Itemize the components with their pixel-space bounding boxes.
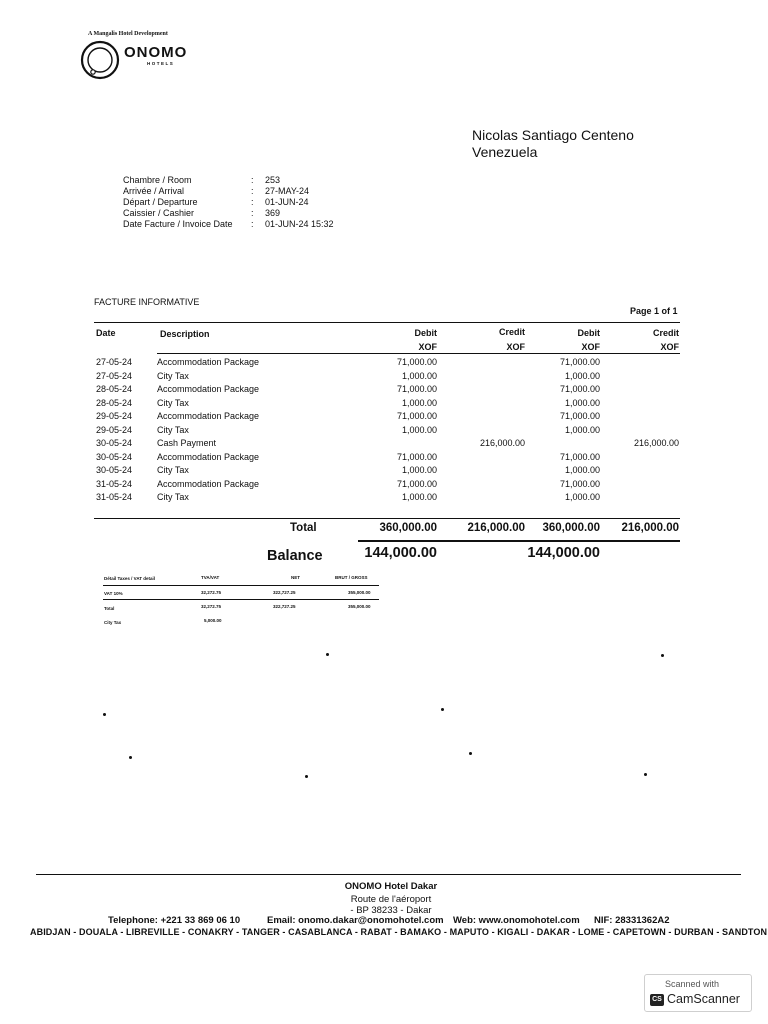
row-date: 28-05-24	[96, 397, 133, 408]
stay-info-value: 01-JUN-24 15:32	[265, 219, 334, 229]
scan-speck	[129, 756, 132, 759]
row-debit: 1,000.00	[401, 492, 437, 502]
row-description: City Tax	[157, 465, 189, 475]
row-debit: 1,000.00	[401, 465, 437, 475]
footer-web: Web: www.onomohotel.com	[453, 915, 580, 926]
table-row	[0, 371, 768, 385]
brand-name: ONOMO	[124, 44, 188, 61]
footer-rule	[36, 874, 741, 875]
stay-info-row: Départ / Departure : 01-JUN-24	[123, 197, 309, 207]
row-debit: 71,000.00	[396, 478, 437, 489]
row-debit: 71,000.00	[396, 411, 437, 421]
total-credit-2: 216,000.00	[621, 522, 679, 534]
row-debit-2: 1,000.00	[564, 424, 600, 435]
row-debit-2: 1,000.00	[564, 465, 600, 475]
table-row	[0, 465, 768, 479]
total-debit-2: 360,000.00	[542, 522, 600, 534]
col-header-debit: Debit	[414, 328, 437, 338]
scan-speck	[644, 773, 647, 776]
scan-speck	[661, 654, 664, 657]
table-row	[0, 452, 768, 466]
stay-info-row: Caissier / Cashier : 369	[123, 208, 281, 218]
table-row	[0, 357, 768, 371]
onomo-logo-icon	[78, 38, 122, 82]
camscanner-badge	[644, 974, 752, 1012]
vat-row-gross: 355,000.00	[348, 590, 371, 595]
vat-row-vat: 32,272.75	[201, 604, 222, 609]
row-date: 29-05-24	[96, 424, 133, 435]
row-debit-2: 71,000.00	[559, 411, 600, 421]
invoice-title: FACTURE INFORMATIVE	[94, 297, 200, 307]
row-debit: 1,000.00	[401, 424, 437, 435]
table-row	[0, 411, 768, 425]
scan-speck	[305, 775, 308, 778]
row-debit-2: 71,000.00	[559, 478, 600, 489]
table-row	[0, 492, 768, 506]
row-date: 27-05-24	[96, 357, 133, 367]
row-description: Accommodation Package	[157, 478, 260, 489]
stay-info-value: 369	[265, 208, 281, 218]
col-header-currency: XOF	[581, 342, 600, 352]
footer-cities: ABIDJAN - DOUALA - LIBREVILLE - CONAKRY - TANGER - CASABLANCA - RABAT - BAMAKO - MAPUTO - KIGALI - DAKAR - LOME - CAPETOWN - DURBAN - SANDTON	[30, 927, 768, 937]
total-label: Total	[290, 522, 317, 534]
row-debit: 71,000.00	[396, 357, 437, 367]
footer-nif: NIF: 28331362A2	[594, 915, 670, 926]
row-date: 31-05-24	[96, 478, 133, 489]
row-date: 30-05-24	[96, 465, 133, 475]
col-header-credit: Credit	[652, 328, 679, 338]
table-row	[0, 384, 768, 398]
row-debit-2: 71,000.00	[559, 357, 600, 367]
vat-header-gross: BRUT / GROSS	[335, 575, 368, 580]
table-row	[0, 398, 768, 412]
row-debit: 71,000.00	[396, 384, 437, 394]
row-description: City Tax	[157, 424, 189, 435]
row-description: City Tax	[157, 397, 189, 408]
row-credit: 216,000.00	[479, 438, 525, 448]
row-description: Accommodation Package	[157, 357, 260, 367]
row-debit-2: 71,000.00	[559, 451, 600, 462]
row-date: 27-05-24	[96, 370, 133, 381]
row-date: 30-05-24	[96, 451, 133, 462]
vat-row-rule	[103, 599, 379, 600]
table-header-rule	[157, 353, 680, 354]
stay-info-value: 253	[265, 175, 281, 185]
stay-info-value: 27-MAY-24	[265, 186, 310, 196]
row-description: City Tax	[157, 370, 189, 381]
row-description: Accommodation Package	[157, 384, 260, 394]
col-header-currency: XOF	[506, 342, 525, 352]
row-debit: 71,000.00	[396, 451, 437, 462]
totals-top-rule	[94, 518, 680, 519]
stay-info	[123, 175, 334, 230]
footer-telephone: Telephone: +221 33 869 06 10	[108, 915, 241, 926]
row-debit-2: 1,000.00	[564, 370, 600, 381]
row-debit-2: 1,000.00	[564, 492, 600, 502]
balance-amount: 144,000.00	[364, 545, 437, 561]
stay-info-label: Arrivée / Arrival	[123, 186, 185, 196]
table-row	[0, 438, 768, 452]
vat-row-net: 322,727.25	[273, 604, 296, 609]
col-header-date: Date	[96, 328, 116, 338]
vat-row-vat: 5,000.00	[204, 618, 222, 623]
guest-name: Nicolas Santiago Centeno	[472, 127, 634, 143]
balance-rule	[358, 540, 680, 542]
vat-row-label: Total	[104, 606, 115, 611]
balance-amount-2: 144,000.00	[527, 545, 600, 561]
table-row	[0, 479, 768, 493]
col-header-currency: XOF	[418, 342, 437, 352]
stay-info-row: Arrivée / Arrival : 27-MAY-24	[123, 186, 310, 196]
row-date: 31-05-24	[96, 492, 133, 502]
brand-subtitle: HOTELS	[147, 61, 175, 66]
row-debit: 1,000.00	[401, 370, 437, 381]
row-description: Accommodation Package	[157, 451, 260, 462]
col-header-credit: Credit	[498, 327, 525, 337]
table-top-rule	[94, 322, 680, 323]
col-header-currency: XOF	[660, 342, 679, 352]
row-debit-2: 71,000.00	[559, 384, 600, 394]
table-row	[0, 425, 768, 439]
row-credit-2: 216,000.00	[633, 438, 679, 448]
footer-address: Route de l'aéroport	[350, 894, 432, 905]
guest-country: Venezuela	[472, 144, 538, 160]
vat-header-net: NET	[291, 575, 300, 580]
camscanner-logo-icon: CS	[650, 994, 664, 1006]
col-header-debit: Debit	[577, 328, 600, 338]
stay-info-label: Départ / Departure	[123, 197, 198, 207]
vat-row-net: 322,727.25	[273, 590, 296, 595]
row-date: 29-05-24	[96, 411, 133, 421]
scan-speck	[103, 713, 106, 716]
total-debit: 360,000.00	[379, 522, 437, 534]
scan-speck	[441, 708, 444, 711]
stay-info-row: Date Facture / Invoice Date : 01-JUN-24 15:32	[123, 219, 334, 229]
total-credit: 216,000.00	[467, 522, 525, 534]
stay-info-label: Caissier / Cashier	[123, 208, 195, 218]
row-debit: 1,000.00	[401, 397, 437, 408]
row-description: Cash Payment	[157, 438, 217, 448]
row-debit-2: 1,000.00	[564, 397, 600, 408]
balance-label: Balance	[267, 548, 323, 564]
camscanner-name: CamScanner	[667, 992, 740, 1006]
vat-row-vat: 32,272.75	[201, 590, 222, 595]
col-header-description: Description	[160, 329, 210, 339]
vat-header-label: Détail Taxes / VAT detail	[104, 576, 156, 581]
row-date: 30-05-24	[96, 438, 133, 448]
scan-speck	[469, 752, 472, 755]
vat-row-label: City Tax	[104, 620, 122, 625]
stay-info-label: Chambre / Room	[123, 175, 192, 185]
stay-info-row: Chambre / Room : 253	[123, 175, 281, 185]
footer-hotel-name: ONOMO Hotel Dakar	[344, 881, 438, 892]
stay-info-label: Date Facture / Invoice Date	[123, 219, 233, 229]
footer-address: - BP 38233 - Dakar	[350, 905, 432, 916]
row-description: Accommodation Package	[157, 411, 260, 421]
vat-row-gross: 355,000.00	[348, 604, 371, 609]
row-description: City Tax	[157, 492, 189, 502]
vat-header-vat: TVA/VAT	[201, 575, 220, 580]
footer-email: Email: onomo.dakar@onomohotel.com	[267, 915, 444, 926]
scan-speck	[326, 653, 329, 656]
row-date: 28-05-24	[96, 384, 133, 394]
page-number: Page 1 of 1	[630, 306, 678, 316]
stay-info-value: 01-JUN-24	[265, 197, 309, 207]
camscanner-caption: Scanned with	[665, 979, 720, 989]
logo-tagline: A Mangalis Hotel Development	[88, 31, 168, 37]
vat-header-rule	[103, 585, 379, 586]
vat-row-label: VAT 10%	[104, 591, 123, 596]
